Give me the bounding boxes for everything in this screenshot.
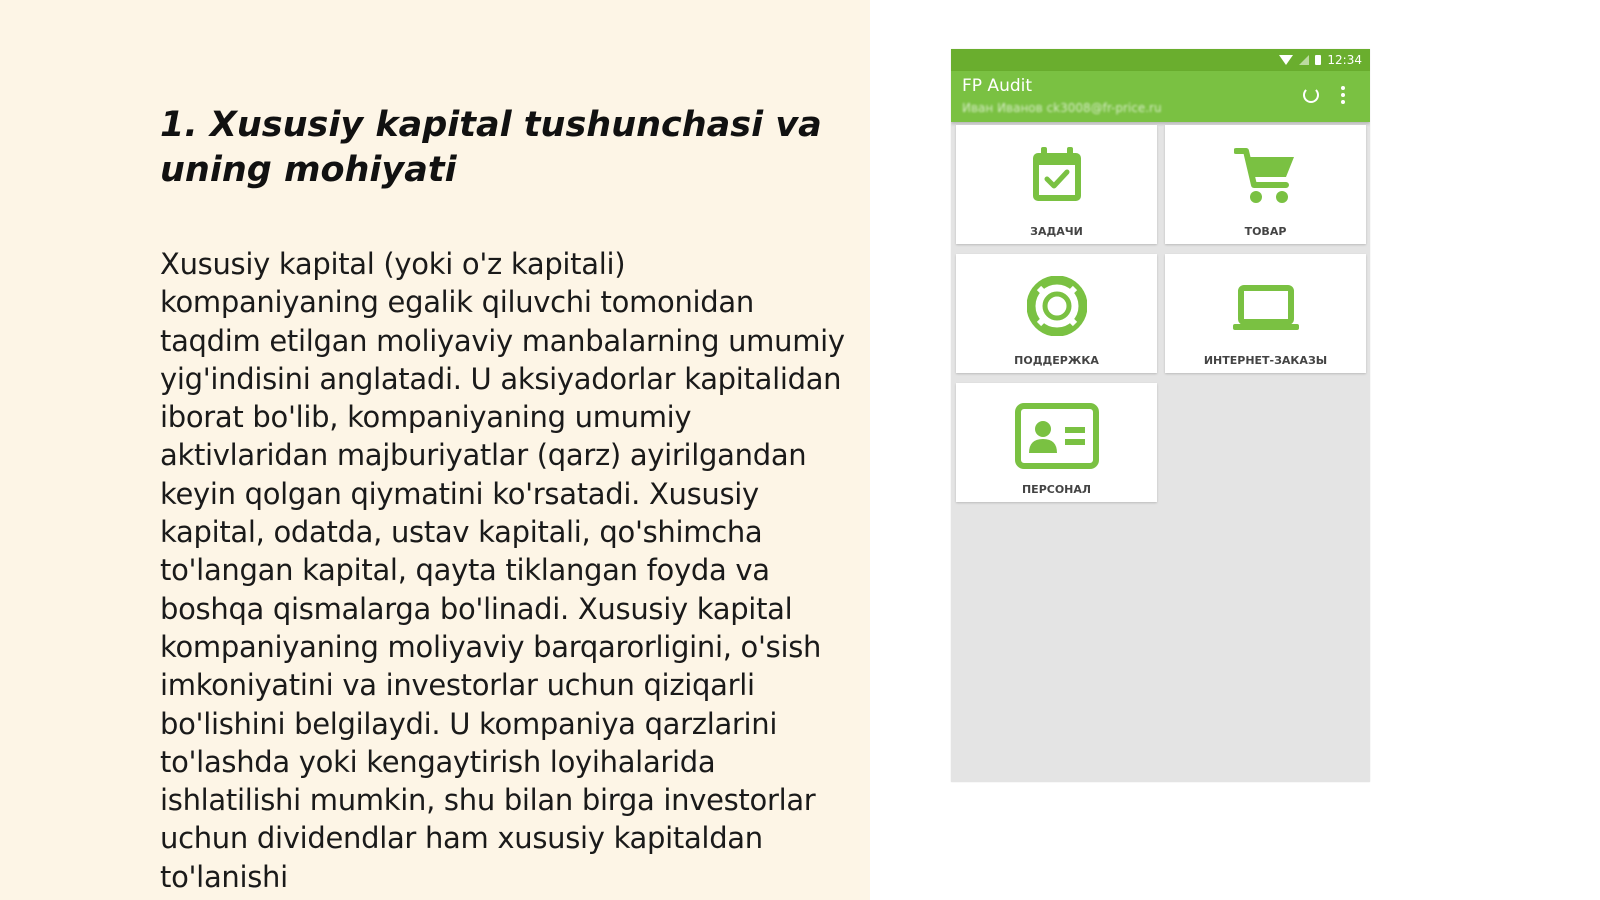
tile-internet-orders[interactable] — [1165, 254, 1366, 373]
tile-label: ИНТЕРНЕТ-ЗАКАЗЫ — [1203, 354, 1328, 367]
status-bar — [951, 49, 1370, 71]
lifebuoy-icon — [1027, 276, 1087, 336]
signal-icon — [1299, 55, 1309, 65]
slide-body-text: Xususiy kapital (yoki o'z kapitali) kompaniyaning egalik qiluvchi tomonidan taqdim etilgan moliyaviy manbalarning umumiy yig'indisini anglatadi. U aksiyadorlar kapitalidan iborat bo'lib, kompaniyaning umumiy aktivlaridan majburiyatlar (qarz) ayirilgandan keyin qolgan qiymatini ko'rsatadi. Xususiy kapital, odatda, ustav kapitali, qo'shimcha to'langan kapital, qayta tiklangan foyda va boshqa qismalarga bo'linadi. Xususiy kapital kompaniyaning moliyaviy barqarorligini, o'sish imkoniyatini va investorlar uchun qiziqarli bo'lishini belgilaydi. U kompaniya qarzlarini to'lashda yoki kengaytirish loyihalarida ishlatilishi mumkin, shu bilan birga investorlar uchun dividendlar ham xususiy kapitaldan to'lanishi — [160, 247, 845, 894]
app-screenshot — [951, 49, 1370, 782]
tile-label: ПЕРСОНАЛ — [1021, 483, 1092, 496]
id-card-icon — [1015, 403, 1099, 469]
tile-label: ЗАДАЧИ — [1030, 225, 1083, 238]
app-bar — [951, 71, 1370, 122]
tile-label: ТОВАР — [1244, 225, 1287, 238]
calendar-check-icon — [1029, 145, 1085, 205]
tile-goods[interactable] — [1165, 125, 1366, 244]
shopping-cart-icon — [1234, 145, 1298, 207]
tile-support[interactable] — [956, 254, 1157, 373]
status-clock: 12:34 — [1327, 53, 1362, 67]
wifi-icon — [1279, 55, 1293, 65]
app-subtitle: Иван Иванов ck3008@fr-price.ru — [962, 101, 1162, 115]
slide-heading: 1. Xususiy kapital tushunchasi va uning mohiyati — [160, 105, 822, 190]
status-icons — [1279, 52, 1362, 68]
battery-icon — [1315, 55, 1321, 65]
refresh-icon[interactable] — [1303, 87, 1319, 103]
laptop-icon — [1231, 284, 1301, 334]
tile-label: ПОДДЕРЖКА — [1014, 354, 1099, 367]
app-title: FP Audit — [962, 76, 1033, 96]
overflow-menu-icon[interactable] — [1341, 86, 1345, 104]
tile-personnel[interactable] — [956, 383, 1157, 502]
tile-tasks[interactable] — [956, 125, 1157, 244]
